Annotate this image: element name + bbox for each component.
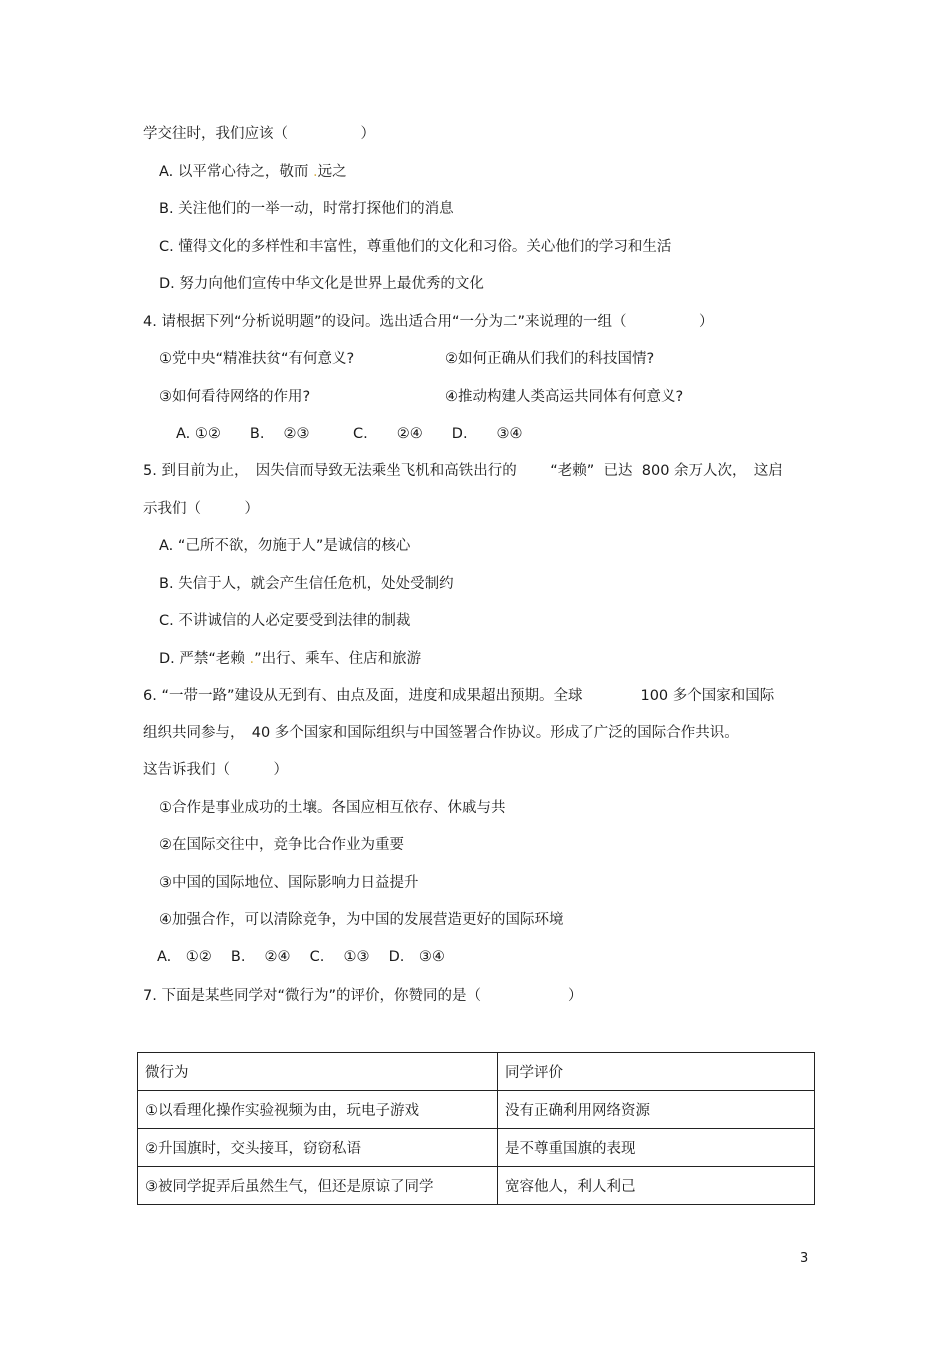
table-row xyxy=(138,1091,815,1129)
table-cell: 宽容他人，利人利己 xyxy=(498,1167,815,1205)
q6-stem-continued-2: 这告诉我们（ ） xyxy=(143,762,288,778)
table-row xyxy=(138,1167,815,1205)
q3-option-a xyxy=(159,162,347,182)
table-cell: 没有正确利用网络资源 xyxy=(498,1091,815,1129)
q3-stem-continued: 学交往时，我们应该（ ） xyxy=(143,126,375,142)
q5-stem-continued: 示我们（ ） xyxy=(143,501,259,517)
table-cell: ①以看理化操作实验视频为由，玩电子游戏 xyxy=(138,1091,498,1129)
q5-stem: 5. 到目前为止， 因失信而导致无法乘坐飞机和高铁出行的 “老赖” 已达 800 余万人次， 这启 xyxy=(143,463,783,479)
q6-stem-continued: 组织共同参与， 40 多个国家和国际组织与中国签署合作协议。形成了广泛的国际合作共识。 xyxy=(143,725,739,741)
dot-mark: . xyxy=(249,651,255,667)
q3-option-d: D. 努力向他们宣传中华文化是世界上最优秀的文化 xyxy=(159,276,484,292)
q5-option-c: C. 不讲诚信的人必定要受到法律的制裁 xyxy=(159,613,411,629)
q4-item-3: ③如何看待网络的作用? xyxy=(159,389,311,405)
table-header-row xyxy=(138,1053,815,1091)
table-header-cell: 微行为 xyxy=(138,1053,498,1091)
q3-option-a-text: A. 以平常心待之，敬而 xyxy=(159,164,313,180)
q6-stem: 6. “一带一路”建设从无到有、由点及面，进度和成果超出预期。全球 100 多个国家和国际 xyxy=(143,688,775,704)
q5-option-d-text: D. 严禁“老赖 xyxy=(159,651,250,667)
table-cell: ③被同学捉弄后虽然生气，但还是原谅了同学 xyxy=(138,1167,498,1205)
dot-mark: . xyxy=(313,164,318,180)
q5-option-b: B. 失信于人，就会产生信任危机，处处受制约 xyxy=(159,576,454,592)
q4-options: A. ①② B. ②③ C. ②④ D. ③④ xyxy=(176,426,523,442)
q6-item-1: ①合作是事业成功的土壤。各国应相互依存、休戚与共 xyxy=(159,800,506,816)
q5-option-d-text-end: ”出行、乘车、住店和旅游 xyxy=(254,651,422,667)
page-number: 3 xyxy=(800,1251,809,1266)
q5-option-a: A. “己所不欲，勿施于人”是诚信的核心 xyxy=(159,538,411,554)
q5-option-d xyxy=(159,649,421,669)
q7-stem: 7. 下面是某些同学对“微行为”的评价，你赞同的是（ ） xyxy=(143,988,583,1004)
table-row xyxy=(138,1129,815,1167)
q4-item-2: ②如何正确从们我们的科技国情? xyxy=(445,351,655,367)
evaluation-table xyxy=(137,1052,815,1205)
q6-item-4: ④加强合作，可以清除竞争，为中国的发展营造更好的国际环境 xyxy=(159,912,564,928)
q4-item-1: ①党中央“精准扶贫“有何意义? xyxy=(159,351,355,367)
q6-item-3: ③中国的国际地位、国际影响力日益提升 xyxy=(159,875,419,891)
q4-item-4: ④推动构建人类高运共同体有何意义? xyxy=(445,389,684,405)
q3-option-b: B. 关注他们的一举一动，时常打探他们的消息 xyxy=(159,201,454,217)
q4-stem: 4. 请根据下列“分析说明题”的设问。选出适合用“一分为二”来说理的一组（ ） xyxy=(143,314,714,330)
table-cell: ②升国旗时，交头接耳，窃窃私语 xyxy=(138,1129,498,1167)
table-cell: 是不尊重国旗的表现 xyxy=(498,1129,815,1167)
q6-options: A. ①② B. ②④ C. ①③ D. ③④ xyxy=(157,949,445,965)
q6-item-2: ②在国际交往中，竞争比合作业为重要 xyxy=(159,837,404,853)
q3-option-a-text-end: 远之 xyxy=(317,164,347,180)
table-header-cell: 同学评价 xyxy=(498,1053,815,1091)
q3-option-c: C. 懂得文化的多样性和丰富性，尊重他们的文化和习俗。关心他们的学习和生活 xyxy=(159,239,672,255)
